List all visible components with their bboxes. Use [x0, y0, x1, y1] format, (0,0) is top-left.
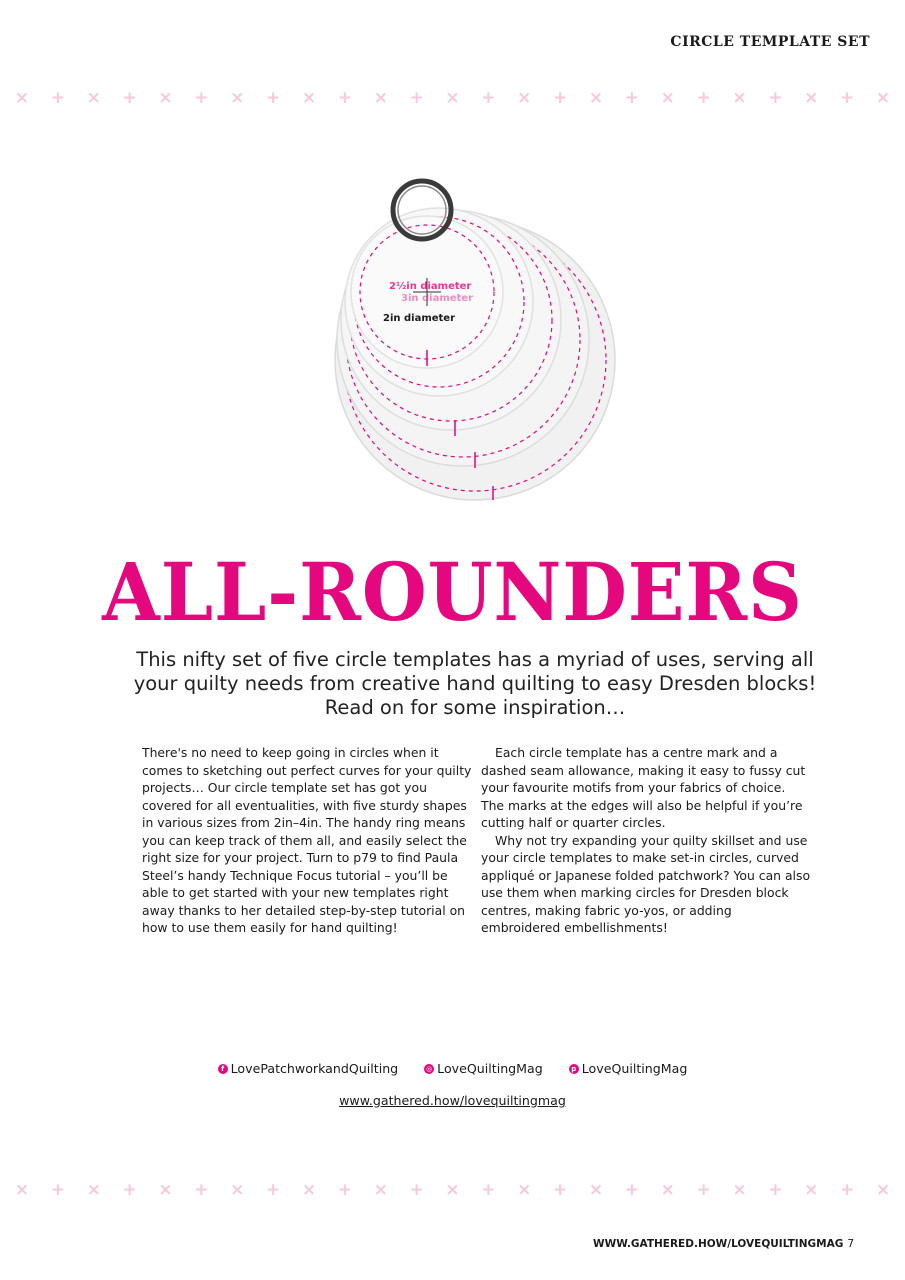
decorative-cross-pattern-bottom: × + × + × + × + × + × + × + × + × + × + × + × + × [14, 1180, 891, 1200]
body-paragraph: There's no need to keep going in circles when it comes to sketching out perfect curves for your quilty projects… Our circle template set has got you covered for all eventualities, with five sturdy shapes in various sizes from 2in–4in. The handy ring means you can keep track of them all, and easily select the right size for your project. Turn to p79 to find Paula Steel’s handy Technique Focus tutorial – you’ll be able to get started with your new templates right away thanks to her detailed step-by-step tutorial on how to use them easily for hand quilting! [142, 745, 472, 935]
pinterest-link[interactable] [569, 1061, 688, 1076]
body-column-right [481, 744, 811, 937]
facebook-handle: LovePatchworkandQuilting [230, 1061, 399, 1076]
body-paragraph: Why not try expanding your quilty skillset and use your circle templates to make set-in circles, curved appliqué or Japanese folded patchwork? You can also use them when marking circles for Dresden block centres, making fabric yo-yos, or adding embroidered embellishments! [481, 832, 811, 935]
label-2-5in: 2½in diameter [389, 281, 472, 292]
facebook-link[interactable] [218, 1061, 399, 1076]
pinterest-icon: p [569, 1064, 579, 1074]
label-3in: 3in diameter [401, 293, 474, 304]
decorative-cross-pattern-top: × + × + × + × + × + × + × + × + × + × + × + × + × [14, 88, 891, 108]
label-2in: 2in diameter [383, 313, 456, 324]
section-label: CIRCLE TEMPLATE SET [670, 34, 870, 50]
page-number: 7 [847, 1238, 854, 1250]
website-link[interactable]: www.gathered.how/lovequiltingmag [339, 1093, 566, 1108]
footer-url[interactable]: WWW.GATHERED.HOW/LOVEQUILTINGMAG [593, 1238, 844, 1250]
instagram-link[interactable] [424, 1061, 543, 1076]
standfirst: This nifty set of five circle templates has a myriad of uses, serving all your quilty needs from creative hand quilting to easy Dresden blocks! Read on for some inspiration… [133, 648, 817, 719]
body-column-left [142, 744, 472, 937]
circle-templates-photo [305, 170, 620, 510]
pinterest-handle: LoveQuiltingMag [581, 1061, 688, 1076]
instagram-icon: ◎ [426, 1064, 433, 1073]
body-paragraph: Each circle template has a centre mark and a dashed seam allowance, making it easy to fussy cut your favourite motifs from your fabrics of choice. The marks at the edges will also be helpful if you’re cutting half or quarter circles. [481, 745, 806, 830]
headline: ALL-ROUNDERS [102, 545, 803, 639]
social-links [0, 1061, 905, 1076]
page-footer [593, 1238, 854, 1250]
instagram-handle: LoveQuiltingMag [437, 1061, 543, 1076]
facebook-icon: f [218, 1064, 228, 1074]
